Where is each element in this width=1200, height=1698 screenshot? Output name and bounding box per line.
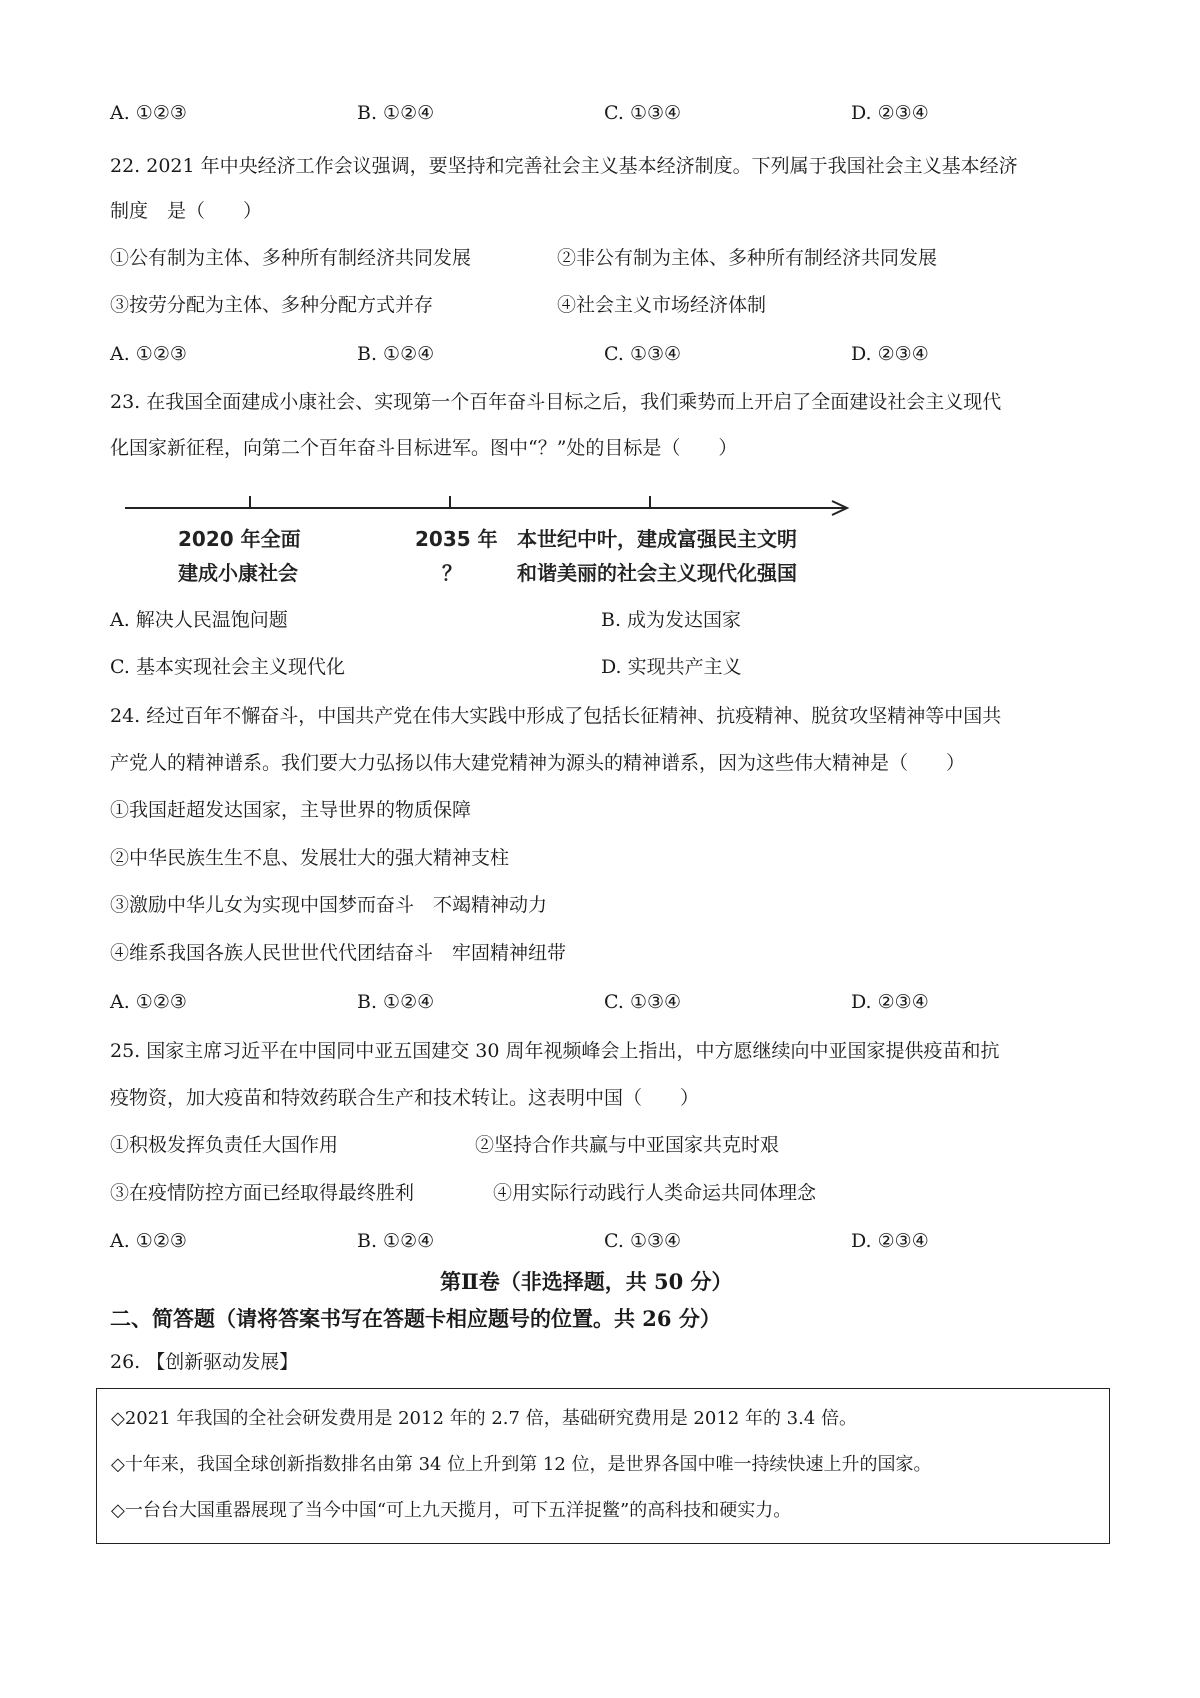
q23-option-d: D. 实现共产主义 — [601, 656, 742, 678]
q23-option-b: B. 成为发达国家 — [601, 609, 742, 631]
q22-option-d: D. ②③④ — [851, 343, 929, 365]
q22-item-3: ③按劳分配为主体、多种分配方式并存 — [110, 294, 434, 316]
q26-material-box — [96, 1388, 1110, 1544]
q25-item-1: ①积极发挥负责任大国作用 — [110, 1134, 339, 1156]
q25-item-2: ②坚持合作共赢与中亚国家共克时艰 — [475, 1134, 780, 1156]
q24-stem-line2: 产党人的精神谱系。我们要大力弘扬以伟大建党精神为源头的精神谱系，因为这些伟大精神是（ ） — [110, 752, 966, 774]
timeline-label-2020-line2: 建成小康社会 — [178, 561, 298, 585]
q22-option-a: A. ①②③ — [110, 343, 187, 365]
q25-option-c: C. ①③④ — [604, 1230, 682, 1252]
timeline-label-2035-line1: 2035 年 — [415, 527, 498, 551]
q24-stem-line1: 24. 经过百年不懈奋斗，中国共产党在伟大实践中形成了包括长征精神、抗疫精神、脱贫攻坚精神等中国共 — [110, 705, 1002, 727]
q22-stem-line1: 22. 2021 年中央经济工作会议强调，要坚持和完善社会主义基本经济制度。下列属于我国社会主义基本经济 — [110, 155, 1018, 177]
q24-item-4: ④维系我国各族人民世世代代团结奋斗 牢固精神纽带 — [110, 942, 567, 964]
q23-option-a: A. 解决人民温饱问题 — [110, 609, 288, 631]
q24-option-c: C. ①③④ — [604, 991, 682, 1013]
timeline-label-midcentury-line1: 本世纪中叶，建成富强民主文明 — [517, 527, 797, 551]
section-2-title: 第Ⅱ卷（非选择题，共 50 分） — [440, 1269, 733, 1294]
q22-item-1: ①公有制为主体、多种所有制经济共同发展 — [110, 247, 472, 269]
q26-material-line-1: ◇2021 年我国的全社会研发费用是 2012 年的 2.7 倍，基础研究费用是 2012 年的 3.4 倍。 — [111, 1408, 858, 1429]
q21-option-a: A. ①②③ — [110, 102, 187, 124]
q25-item-4: ④用实际行动践行人类命运共同体理念 — [493, 1182, 817, 1204]
q25-option-d: D. ②③④ — [851, 1230, 929, 1252]
timeline-label-2020-line1: 2020 年全面 — [178, 527, 301, 551]
q24-option-a: A. ①②③ — [110, 991, 187, 1013]
q24-option-d: D. ②③④ — [851, 991, 929, 1013]
q22-item-2: ②非公有制为主体、多种所有制经济共同发展 — [557, 247, 938, 269]
q23-stem-line1: 23. 在我国全面建成小康社会、实现第一个百年奋斗目标之后，我们乘势而上开启了全面建设社会主义现代 — [110, 391, 1002, 413]
q24-item-1: ①我国赶超发达国家，主导世界的物质保障 — [110, 799, 472, 821]
q21-option-b: B. ①②④ — [357, 102, 435, 124]
q26-material-line-2: ◇十年来，我国全球创新指数排名由第 34 位上升到第 12 位，是世界各国中唯一持续快速上升的国家。 — [111, 1454, 932, 1475]
q25-item-3: ③在疫情防控方面已经取得最终胜利 — [110, 1182, 415, 1204]
q26-title: 26. 【创新驱动发展】 — [110, 1351, 299, 1373]
q26-material-line-3: ◇一台台大国重器展现了当今中国“可上九天揽月，可下五洋捉鳖”的高科技和硬实力。 — [111, 1500, 792, 1521]
q22-item-4: ④社会主义市场经济体制 — [557, 294, 767, 316]
q23-stem-line2: 化国家新征程，向第二个百年奋斗目标进军。图中“？”处的目标是（ ） — [110, 437, 738, 459]
timeline-label-midcentury-line2: 和谐美丽的社会主义现代化强国 — [517, 561, 797, 585]
q22-stem-line2: 制度 是（ ） — [110, 200, 263, 222]
q23-timeline-diagram — [120, 488, 860, 598]
q24-item-2: ②中华民族生生不息、发展壮大的强大精神支柱 — [110, 847, 510, 869]
q22-option-b: B. ①②④ — [357, 343, 435, 365]
q23-option-c: C. 基本实现社会主义现代化 — [110, 656, 345, 678]
q24-option-b: B. ①②④ — [357, 991, 435, 1013]
q21-option-d: D. ②③④ — [851, 102, 929, 124]
q25-stem-line2: 疫物资，加大疫苗和特效药联合生产和技术转让。这表明中国（ ） — [110, 1087, 700, 1109]
q25-option-a: A. ①②③ — [110, 1230, 187, 1252]
part-2-heading: 二、简答题（请将答案书写在答题卡相应题号的位置。共 26 分） — [110, 1306, 721, 1331]
q24-item-3: ③激励中华儿女为实现中国梦而奋斗 不竭精神动力 — [110, 894, 548, 916]
q25-option-b: B. ①②④ — [357, 1230, 435, 1252]
q21-option-c: C. ①③④ — [604, 102, 682, 124]
timeline-label-2035-question: ？ — [442, 561, 462, 585]
q25-stem-line1: 25. 国家主席习近平在中国同中亚五国建交 30 周年视频峰会上指出，中方愿继续向中亚国家提供疫苗和抗 — [110, 1040, 1000, 1062]
q22-option-c: C. ①③④ — [604, 343, 682, 365]
